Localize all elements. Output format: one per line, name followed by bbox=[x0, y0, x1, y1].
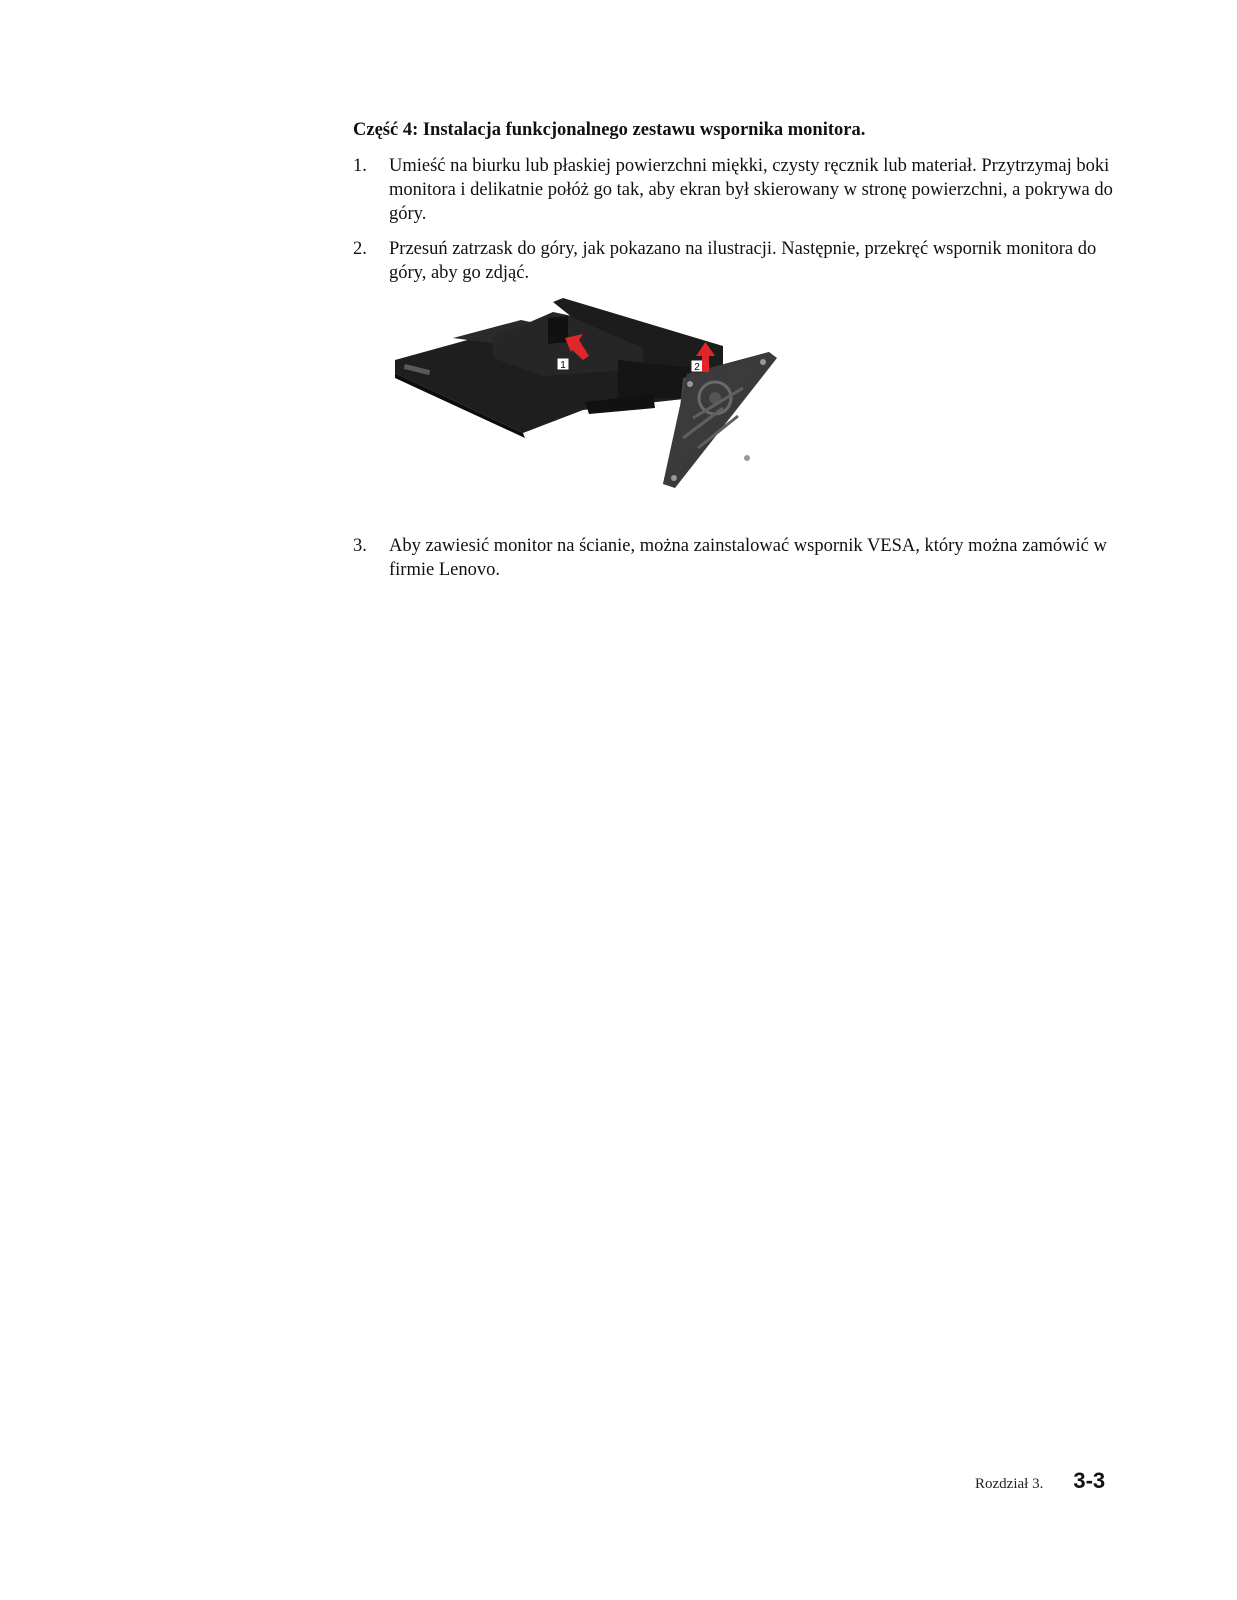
step-text: Aby zawiesić monitor na ścianie, można zainstalować wspornik VESA, który można zamówić w firmie Lenovo. bbox=[389, 536, 1107, 580]
document-body bbox=[353, 118, 1113, 285]
step-text: Przesuń zatrzask do góry, jak pokazano na ilustracji. Następnie, przekręć wspornik monitora do góry, aby go zdjąć. bbox=[389, 239, 1097, 283]
footer-page-number: 3-3 bbox=[1073, 1468, 1106, 1493]
step-text: Umieść na biurku lub płaskiej powierzchni miękki, czysty ręcznik lub materiał. Przytrzymaj boki monitora i delikatnie połóż go tak, aby ekran był skierowany w stronę powierzchni, a pokrywa do góry. bbox=[389, 156, 1113, 224]
page-footer bbox=[975, 1468, 1115, 1494]
step-item bbox=[353, 534, 1149, 582]
step-number: 3. bbox=[353, 536, 367, 556]
step-item bbox=[353, 154, 1113, 226]
stand-removal-illustration bbox=[393, 298, 793, 498]
step-item bbox=[353, 237, 1113, 285]
step-number: 2. bbox=[353, 239, 367, 259]
step-number: 1. bbox=[353, 156, 367, 176]
section-heading: Część 4: Instalacja funkcjonalnego zestawu wspornika monitora. bbox=[353, 120, 866, 140]
callout-2-label: 2 bbox=[694, 362, 700, 373]
callout-1-label: 1 bbox=[560, 360, 566, 371]
footer-chapter: Rozdział 3. bbox=[975, 1476, 1044, 1492]
